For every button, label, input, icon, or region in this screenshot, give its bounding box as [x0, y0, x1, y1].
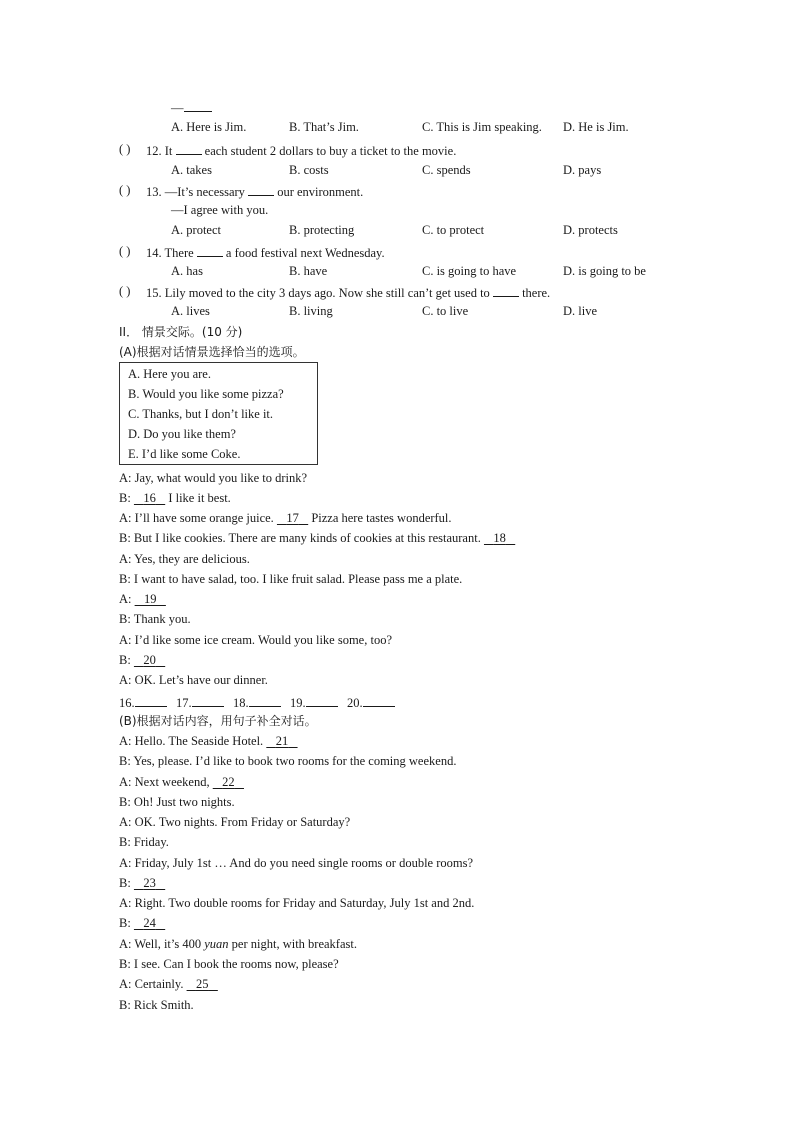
- answer-slot-18[interactable]: [249, 693, 281, 707]
- answer-blank-23[interactable]: [134, 876, 165, 890]
- answer-label: 19.: [290, 696, 306, 710]
- dialog-b-line: A: Friday, July 1st … And do you need single rooms or double rooms?: [119, 856, 474, 870]
- q15-stem-part-b: there.: [522, 286, 551, 300]
- dialog-b-line: [119, 915, 165, 931]
- answer-label: 16.: [119, 696, 135, 710]
- q11-answer-blank[interactable]: [184, 98, 212, 112]
- line-text: per night, with breakfast.: [228, 937, 357, 951]
- dialog-a-line: [119, 490, 231, 506]
- q15-stem: [146, 283, 550, 301]
- dialog-b-line: [119, 936, 357, 952]
- q11-option-b: B. That’s Jim.: [289, 120, 359, 134]
- answer-blank-16[interactable]: [134, 491, 165, 505]
- q13-option-c: C. to protect: [422, 223, 485, 237]
- box-option-a: A. Here you are.: [128, 367, 211, 381]
- q13-answer-paren[interactable]: ( ): [119, 183, 131, 197]
- currency-word: yuan: [204, 937, 229, 951]
- dialog-a-line: A: Yes, they are delicious.: [119, 552, 250, 566]
- dialog-b-line: [119, 976, 218, 992]
- answer-blank-21[interactable]: [266, 734, 297, 748]
- q14-option-d: D. is going to be: [563, 264, 646, 278]
- speaker-text: B:: [119, 916, 134, 930]
- line-text: A: Hello. The Seaside Hotel.: [119, 734, 267, 748]
- dialog-a-line: B: I want to have salad, too. I like fruit salad. Please pass me a plate.: [119, 572, 463, 586]
- q12-answer-paren[interactable]: ( ): [119, 142, 131, 156]
- answer-label: 17.: [176, 696, 192, 710]
- line-text: A: Certainly.: [119, 977, 187, 991]
- q13-stem: [146, 182, 363, 200]
- part-b-title: (B)根据对话内容，用句子补全对话。: [119, 714, 317, 728]
- box-option-b: B. Would you like some pizza?: [128, 387, 284, 401]
- dialog-b-line: B: Rick Smith.: [119, 998, 194, 1012]
- q15-stem-part-a: 15. Lily moved to the city 3 days ago. Now she still can’t get used to: [146, 286, 490, 300]
- q13-option-a: A. protect: [171, 223, 221, 237]
- speaker-text: B:: [119, 876, 134, 890]
- answer-blank-17[interactable]: [277, 511, 308, 525]
- dialog-b-line: [119, 774, 244, 790]
- answer-slot-17[interactable]: [192, 693, 224, 707]
- answer-line: [119, 693, 395, 711]
- section-heading: II． 情景交际。(10 分): [119, 325, 243, 339]
- blank-number: 24: [143, 916, 156, 930]
- q12-stem-part-b: each student 2 dollars to buy a ticket to the movie.: [204, 144, 457, 158]
- q15-option-b: B. living: [289, 304, 333, 318]
- q12-blank[interactable]: [176, 141, 202, 155]
- line-text: I like it best.: [165, 491, 231, 505]
- box-option-c: C. Thanks, but I don’t like it.: [128, 407, 274, 421]
- blank-number: 20: [143, 653, 156, 667]
- answer-label: 18.: [233, 696, 249, 710]
- blank-number: 17: [286, 511, 299, 525]
- line-text: Pizza here tastes wonderful.: [308, 511, 452, 525]
- dialog-b-line: B: Friday.: [119, 835, 169, 849]
- speaker-text: A:: [119, 592, 135, 606]
- dialog-a-line: [119, 652, 165, 668]
- dialog-b-line: [119, 875, 165, 891]
- q12-option-b: B. costs: [289, 163, 329, 177]
- line-text: A: Well, it’s 400: [119, 937, 205, 951]
- q13-reply: —I agree with you.: [171, 203, 269, 217]
- answer-blank-18[interactable]: [484, 531, 515, 545]
- q13-option-b: B. protecting: [289, 223, 355, 237]
- dialog-a-line: B: Thank you.: [119, 612, 191, 626]
- box-option-e: E. I’d like some Coke.: [128, 447, 241, 461]
- line-text: A: I’ll have some orange juice.: [119, 511, 277, 525]
- line-text: A: Next weekend,: [119, 775, 213, 789]
- line-text: B: But I like cookies. There are many kinds of cookies at this restaurant.: [119, 531, 484, 545]
- dialog-a-line: [119, 591, 166, 607]
- dialog-b-line: B: Yes, please. I’d like to book two rooms for the coming weekend.: [119, 754, 457, 768]
- dialog-b-line: B: I see. Can I book the rooms now, please?: [119, 957, 339, 971]
- speaker-text: B:: [119, 491, 134, 505]
- q12-stem: [146, 141, 456, 159]
- q13-blank[interactable]: [248, 182, 274, 196]
- q12-option-c: C. spends: [422, 163, 471, 177]
- dialog-a-line: [119, 530, 515, 546]
- blank-number: 16: [143, 491, 156, 505]
- q11-dash-line: [171, 98, 212, 116]
- dialog-a-line: A: OK. Let’s have our dinner.: [119, 673, 268, 687]
- blank-number: 21: [275, 734, 289, 748]
- q15-answer-paren[interactable]: ( ): [119, 284, 131, 298]
- dialog-a-line: A: I’d like some ice cream. Would you like some, too?: [119, 633, 392, 647]
- box-option-d: D. Do you like them?: [128, 427, 236, 441]
- answer-blank-25[interactable]: [187, 977, 218, 991]
- blank-number: 25: [195, 977, 209, 991]
- q14-stem-part-b: a food festival next Wednesday.: [225, 246, 385, 260]
- answer-slot-16[interactable]: [135, 693, 167, 707]
- q14-answer-paren[interactable]: ( ): [119, 244, 131, 258]
- q14-option-b: B. have: [289, 264, 328, 278]
- dialog-a-line: [119, 510, 452, 526]
- options-box: [119, 362, 318, 465]
- answer-label: 20.: [347, 696, 363, 710]
- q12-stem-part-a: 12. It: [146, 144, 173, 158]
- answer-blank-22[interactable]: [213, 775, 244, 789]
- dialog-b-line: B: Oh! Just two nights.: [119, 795, 235, 809]
- dash-mark: —: [171, 101, 184, 115]
- q15-blank[interactable]: [493, 283, 519, 297]
- q15-option-a: A. lives: [171, 304, 210, 318]
- q13-stem-part-a: 13. —It’s necessary: [146, 185, 245, 199]
- q14-option-a: A. has: [171, 264, 203, 278]
- blank-number: 19: [144, 592, 157, 606]
- dialog-a-line: A: Jay, what would you like to drink?: [119, 471, 308, 485]
- q12-option-d: D. pays: [563, 163, 602, 177]
- dialog-b-line: A: OK. Two nights. From Friday or Saturday?: [119, 815, 351, 829]
- q14-blank[interactable]: [197, 243, 223, 257]
- answer-blank-19[interactable]: [135, 592, 166, 606]
- blank-number: 18: [493, 531, 506, 545]
- blank-number: 23: [143, 876, 156, 890]
- q14-option-c: C. is going to have: [422, 264, 517, 278]
- q14-stem-part-a: 14. There: [146, 246, 194, 260]
- q15-option-c: C. to live: [422, 304, 469, 318]
- q11-option-d: D. He is Jim.: [563, 120, 629, 134]
- q15-option-d: D. live: [563, 304, 598, 318]
- q13-stem-part-b: our environment.: [277, 185, 364, 199]
- part-a-title: (A)根据对话情景选择恰当的选项。: [119, 345, 305, 359]
- q13-option-d: D. protects: [563, 223, 618, 237]
- answer-blank-24[interactable]: [134, 916, 165, 930]
- q11-option-a: A. Here is Jim.: [171, 120, 247, 134]
- q11-option-c: C. This is Jim speaking.: [422, 120, 542, 134]
- blank-number: 22: [222, 775, 235, 789]
- q14-stem: [146, 243, 385, 261]
- speaker-text: B:: [119, 653, 134, 667]
- answer-slot-20[interactable]: [363, 693, 395, 707]
- answer-slot-19[interactable]: [306, 693, 338, 707]
- answer-blank-20[interactable]: [134, 653, 165, 667]
- q12-option-a: A. takes: [171, 163, 212, 177]
- dialog-b-line: A: Right. Two double rooms for Friday and Saturday, July 1st and 2nd.: [119, 896, 475, 910]
- dialog-b-line: [119, 733, 298, 749]
